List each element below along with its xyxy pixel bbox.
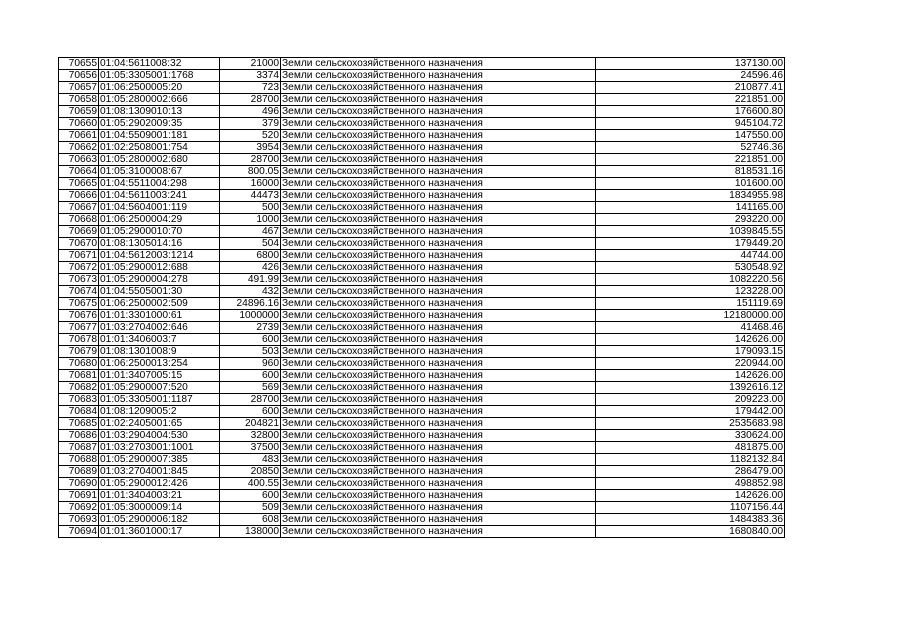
row-number-cell: 70657 xyxy=(59,82,99,94)
table-row xyxy=(59,190,785,202)
row-number-cell: 70662 xyxy=(59,142,99,154)
cadastral-value-cell: 24596.46 xyxy=(596,70,785,82)
row-number-cell: 70691 xyxy=(59,490,99,502)
row-number-cell: 70688 xyxy=(59,454,99,466)
cadastral-value-cell: 286479.00 xyxy=(596,466,785,478)
row-number-cell: 70689 xyxy=(59,466,99,478)
cadastral-value-cell: 179449.20 xyxy=(596,238,785,250)
area-cell: 6800 xyxy=(220,250,281,262)
spreadsheet-page xyxy=(58,57,785,538)
area-cell: 504 xyxy=(220,238,281,250)
area-cell: 44473 xyxy=(220,190,281,202)
cadastral-value-cell: 137130.00 xyxy=(596,58,785,70)
area-cell: 520 xyxy=(220,130,281,142)
cadastral-number-cell: 01:01:3301000:61 xyxy=(99,310,220,322)
area-cell: 3374 xyxy=(220,70,281,82)
cadastral-value-cell: 44744.00 xyxy=(596,250,785,262)
land-category-cell: Земли сельскохозяйственного назначения xyxy=(281,478,596,490)
table-row xyxy=(59,370,785,382)
table-row xyxy=(59,466,785,478)
table-row xyxy=(59,238,785,250)
table-row xyxy=(59,298,785,310)
land-plots-table-body xyxy=(59,58,785,538)
area-cell: 204821 xyxy=(220,418,281,430)
land-category-cell: Земли сельскохозяйственного назначения xyxy=(281,322,596,334)
land-category-cell: Земли сельскохозяйственного назначения xyxy=(281,238,596,250)
land-category-cell: Земли сельскохозяйственного назначения xyxy=(281,406,596,418)
table-row xyxy=(59,70,785,82)
area-cell: 37500 xyxy=(220,442,281,454)
area-cell: 600 xyxy=(220,370,281,382)
row-number-cell: 70659 xyxy=(59,106,99,118)
cadastral-number-cell: 01:03:2704001:845 xyxy=(99,466,220,478)
cadastral-value-cell: 481875.00 xyxy=(596,442,785,454)
land-category-cell: Земли сельскохозяйственного назначения xyxy=(281,442,596,454)
cadastral-number-cell: 01:08:1209005:2 xyxy=(99,406,220,418)
land-category-cell: Земли сельскохозяйственного назначения xyxy=(281,526,596,538)
cadastral-number-cell: 01:02:2508001:754 xyxy=(99,142,220,154)
cadastral-value-cell: 945104.72 xyxy=(596,118,785,130)
land-category-cell: Земли сельскохозяйственного назначения xyxy=(281,490,596,502)
table-row xyxy=(59,202,785,214)
cadastral-number-cell: 01:02:2405001:65 xyxy=(99,418,220,430)
cadastral-value-cell: 293220.00 xyxy=(596,214,785,226)
cadastral-number-cell: 01:05:2900012:426 xyxy=(99,478,220,490)
table-row xyxy=(59,430,785,442)
row-number-cell: 70694 xyxy=(59,526,99,538)
area-cell: 960 xyxy=(220,358,281,370)
cadastral-number-cell: 01:05:2902009:35 xyxy=(99,118,220,130)
land-category-cell: Земли сельскохозяйственного назначения xyxy=(281,226,596,238)
row-number-cell: 70674 xyxy=(59,286,99,298)
land-category-cell: Земли сельскохозяйственного назначения xyxy=(281,334,596,346)
cadastral-number-cell: 01:04:5604001:119 xyxy=(99,202,220,214)
area-cell: 608 xyxy=(220,514,281,526)
cadastral-number-cell: 01:03:2904004:530 xyxy=(99,430,220,442)
area-cell: 800.05 xyxy=(220,166,281,178)
area-cell: 723 xyxy=(220,82,281,94)
area-cell: 1000 xyxy=(220,214,281,226)
land-category-cell: Земли сельскохозяйственного назначения xyxy=(281,142,596,154)
row-number-cell: 70658 xyxy=(59,94,99,106)
cadastral-value-cell: 1484383.36 xyxy=(596,514,785,526)
cadastral-number-cell: 01:05:2800002:666 xyxy=(99,94,220,106)
row-number-cell: 70665 xyxy=(59,178,99,190)
cadastral-value-cell: 142626.00 xyxy=(596,334,785,346)
land-category-cell: Земли сельскохозяйственного назначения xyxy=(281,166,596,178)
row-number-cell: 70666 xyxy=(59,190,99,202)
area-cell: 32800 xyxy=(220,430,281,442)
land-plots-table xyxy=(58,57,785,538)
cadastral-number-cell: 01:06:2500013:254 xyxy=(99,358,220,370)
cadastral-value-cell: 1039845.55 xyxy=(596,226,785,238)
area-cell: 491.99 xyxy=(220,274,281,286)
table-row xyxy=(59,94,785,106)
area-cell: 496 xyxy=(220,106,281,118)
row-number-cell: 70655 xyxy=(59,58,99,70)
row-number-cell: 70693 xyxy=(59,514,99,526)
area-cell: 28700 xyxy=(220,154,281,166)
cadastral-number-cell: 01:05:2900006:182 xyxy=(99,514,220,526)
cadastral-value-cell: 1392616.12 xyxy=(596,382,785,394)
land-category-cell: Земли сельскохозяйственного назначения xyxy=(281,466,596,478)
cadastral-value-cell: 220944.00 xyxy=(596,358,785,370)
table-row xyxy=(59,418,785,430)
cadastral-number-cell: 01:01:3601000:17 xyxy=(99,526,220,538)
cadastral-value-cell: 12180000.00 xyxy=(596,310,785,322)
cadastral-number-cell: 01:04:5505001:30 xyxy=(99,286,220,298)
row-number-cell: 70667 xyxy=(59,202,99,214)
land-category-cell: Земли сельскохозяйственного назначения xyxy=(281,514,596,526)
table-row xyxy=(59,334,785,346)
cadastral-number-cell: 01:04:5509001:181 xyxy=(99,130,220,142)
area-cell: 600 xyxy=(220,490,281,502)
table-row xyxy=(59,142,785,154)
table-row xyxy=(59,442,785,454)
cadastral-number-cell: 01:05:3305001:1768 xyxy=(99,70,220,82)
row-number-cell: 70692 xyxy=(59,502,99,514)
row-number-cell: 70677 xyxy=(59,322,99,334)
row-number-cell: 70685 xyxy=(59,418,99,430)
cadastral-number-cell: 01:05:2900012:688 xyxy=(99,262,220,274)
cadastral-value-cell: 142626.00 xyxy=(596,370,785,382)
land-category-cell: Земли сельскохозяйственного назначения xyxy=(281,262,596,274)
table-row xyxy=(59,406,785,418)
cadastral-number-cell: 01:06:2500005:20 xyxy=(99,82,220,94)
area-cell: 503 xyxy=(220,346,281,358)
table-row xyxy=(59,226,785,238)
row-number-cell: 70663 xyxy=(59,154,99,166)
row-number-cell: 70668 xyxy=(59,214,99,226)
land-category-cell: Земли сельскохозяйственного назначения xyxy=(281,178,596,190)
area-cell: 432 xyxy=(220,286,281,298)
table-row xyxy=(59,250,785,262)
table-row xyxy=(59,514,785,526)
table-row xyxy=(59,274,785,286)
cadastral-number-cell: 01:01:3404003:21 xyxy=(99,490,220,502)
table-row xyxy=(59,346,785,358)
area-cell: 379 xyxy=(220,118,281,130)
table-row xyxy=(59,178,785,190)
cadastral-number-cell: 01:04:5612003:1214 xyxy=(99,250,220,262)
table-row xyxy=(59,130,785,142)
area-cell: 569 xyxy=(220,382,281,394)
row-number-cell: 70656 xyxy=(59,70,99,82)
cadastral-number-cell: 01:04:5511004:298 xyxy=(99,178,220,190)
land-category-cell: Земли сельскохозяйственного назначения xyxy=(281,118,596,130)
cadastral-value-cell: 179093.15 xyxy=(596,346,785,358)
cadastral-number-cell: 01:01:3406003:7 xyxy=(99,334,220,346)
table-row xyxy=(59,106,785,118)
cadastral-number-cell: 01:05:2800002:680 xyxy=(99,154,220,166)
area-cell: 28700 xyxy=(220,394,281,406)
area-cell: 467 xyxy=(220,226,281,238)
table-row xyxy=(59,166,785,178)
cadastral-value-cell: 1107156.44 xyxy=(596,502,785,514)
cadastral-value-cell: 1834955.98 xyxy=(596,190,785,202)
area-cell: 600 xyxy=(220,334,281,346)
cadastral-value-cell: 1082220.56 xyxy=(596,274,785,286)
table-row xyxy=(59,214,785,226)
cadastral-number-cell: 01:08:1309010:13 xyxy=(99,106,220,118)
cadastral-number-cell: 01:04:5611003:241 xyxy=(99,190,220,202)
cadastral-value-cell: 41468.46 xyxy=(596,322,785,334)
cadastral-value-cell: 209223.00 xyxy=(596,394,785,406)
land-category-cell: Земли сельскохозяйственного назначения xyxy=(281,154,596,166)
cadastral-number-cell: 01:08:1301008:9 xyxy=(99,346,220,358)
row-number-cell: 70687 xyxy=(59,442,99,454)
cadastral-value-cell: 1680840.00 xyxy=(596,526,785,538)
land-category-cell: Земли сельскохозяйственного назначения xyxy=(281,502,596,514)
land-category-cell: Земли сельскохозяйственного назначения xyxy=(281,370,596,382)
table-row xyxy=(59,502,785,514)
area-cell: 3954 xyxy=(220,142,281,154)
row-number-cell: 70676 xyxy=(59,310,99,322)
row-number-cell: 70672 xyxy=(59,262,99,274)
area-cell: 509 xyxy=(220,502,281,514)
table-row xyxy=(59,322,785,334)
row-number-cell: 70683 xyxy=(59,394,99,406)
land-category-cell: Земли сельскохозяйственного назначения xyxy=(281,346,596,358)
row-number-cell: 70679 xyxy=(59,346,99,358)
table-row xyxy=(59,154,785,166)
cadastral-number-cell: 01:03:2703001:1001 xyxy=(99,442,220,454)
cadastral-value-cell: 142626.00 xyxy=(596,490,785,502)
cadastral-value-cell: 151119.69 xyxy=(596,298,785,310)
row-number-cell: 70681 xyxy=(59,370,99,382)
land-category-cell: Земли сельскохозяйственного назначения xyxy=(281,298,596,310)
cadastral-value-cell: 147550.00 xyxy=(596,130,785,142)
table-row xyxy=(59,394,785,406)
area-cell: 2739 xyxy=(220,322,281,334)
row-number-cell: 70669 xyxy=(59,226,99,238)
cadastral-value-cell: 52746.36 xyxy=(596,142,785,154)
land-category-cell: Земли сельскохозяйственного назначения xyxy=(281,190,596,202)
area-cell: 28700 xyxy=(220,94,281,106)
row-number-cell: 70680 xyxy=(59,358,99,370)
cadastral-number-cell: 01:05:2900004:278 xyxy=(99,274,220,286)
cadastral-number-cell: 01:05:3000009:14 xyxy=(99,502,220,514)
area-cell: 1000000 xyxy=(220,310,281,322)
table-row xyxy=(59,310,785,322)
land-category-cell: Земли сельскохозяйственного назначения xyxy=(281,274,596,286)
area-cell: 600 xyxy=(220,406,281,418)
land-category-cell: Земли сельскохозяйственного назначения xyxy=(281,394,596,406)
cadastral-number-cell: 01:05:2900007:385 xyxy=(99,454,220,466)
cadastral-value-cell: 123228.00 xyxy=(596,286,785,298)
row-number-cell: 70678 xyxy=(59,334,99,346)
cadastral-value-cell: 221851.00 xyxy=(596,154,785,166)
cadastral-value-cell: 2535683.98 xyxy=(596,418,785,430)
row-number-cell: 70660 xyxy=(59,118,99,130)
row-number-cell: 70690 xyxy=(59,478,99,490)
area-cell: 16000 xyxy=(220,178,281,190)
cadastral-value-cell: 221851.00 xyxy=(596,94,785,106)
area-cell: 483 xyxy=(220,454,281,466)
table-row xyxy=(59,358,785,370)
table-row xyxy=(59,490,785,502)
land-category-cell: Земли сельскохозяйственного назначения xyxy=(281,58,596,70)
table-row xyxy=(59,286,785,298)
cadastral-value-cell: 141165.00 xyxy=(596,202,785,214)
cadastral-value-cell: 101600.00 xyxy=(596,178,785,190)
land-category-cell: Земли сельскохозяйственного назначения xyxy=(281,106,596,118)
table-row xyxy=(59,58,785,70)
row-number-cell: 70664 xyxy=(59,166,99,178)
table-row xyxy=(59,454,785,466)
row-number-cell: 70684 xyxy=(59,406,99,418)
cadastral-value-cell: 530548.92 xyxy=(596,262,785,274)
row-number-cell: 70682 xyxy=(59,382,99,394)
area-cell: 24896.16 xyxy=(220,298,281,310)
land-category-cell: Земли сельскохозяйственного назначения xyxy=(281,82,596,94)
area-cell: 400.55 xyxy=(220,478,281,490)
table-row xyxy=(59,262,785,274)
land-category-cell: Земли сельскохозяйственного назначения xyxy=(281,202,596,214)
cadastral-value-cell: 498852.98 xyxy=(596,478,785,490)
cadastral-value-cell: 179442.00 xyxy=(596,406,785,418)
cadastral-value-cell: 176600.80 xyxy=(596,106,785,118)
area-cell: 21000 xyxy=(220,58,281,70)
land-category-cell: Земли сельскохозяйственного назначения xyxy=(281,310,596,322)
land-category-cell: Земли сельскохозяйственного назначения xyxy=(281,358,596,370)
land-category-cell: Земли сельскохозяйственного назначения xyxy=(281,130,596,142)
row-number-cell: 70675 xyxy=(59,298,99,310)
area-cell: 500 xyxy=(220,202,281,214)
cadastral-number-cell: 01:06:2500002:509 xyxy=(99,298,220,310)
cadastral-number-cell: 01:06:2500004:29 xyxy=(99,214,220,226)
land-category-cell: Земли сельскохозяйственного назначения xyxy=(281,70,596,82)
cadastral-number-cell: 01:05:3100008:67 xyxy=(99,166,220,178)
row-number-cell: 70670 xyxy=(59,238,99,250)
row-number-cell: 70686 xyxy=(59,430,99,442)
area-cell: 138000 xyxy=(220,526,281,538)
row-number-cell: 70661 xyxy=(59,130,99,142)
land-category-cell: Земли сельскохозяйственного назначения xyxy=(281,418,596,430)
cadastral-value-cell: 330624.00 xyxy=(596,430,785,442)
land-category-cell: Земли сельскохозяйственного назначения xyxy=(281,430,596,442)
cadastral-value-cell: 818531.16 xyxy=(596,166,785,178)
cadastral-number-cell: 01:05:2900010:70 xyxy=(99,226,220,238)
cadastral-number-cell: 01:05:3305001:1187 xyxy=(99,394,220,406)
table-row xyxy=(59,526,785,538)
table-row xyxy=(59,82,785,94)
table-row xyxy=(59,478,785,490)
cadastral-value-cell: 1182132.84 xyxy=(596,454,785,466)
cadastral-number-cell: 01:04:5611008:32 xyxy=(99,58,220,70)
land-category-cell: Земли сельскохозяйственного назначения xyxy=(281,94,596,106)
land-category-cell: Земли сельскохозяйственного назначения xyxy=(281,214,596,226)
table-row xyxy=(59,382,785,394)
area-cell: 20850 xyxy=(220,466,281,478)
land-category-cell: Земли сельскохозяйственного назначения xyxy=(281,454,596,466)
table-row xyxy=(59,118,785,130)
cadastral-number-cell: 01:08:1305014:16 xyxy=(99,238,220,250)
cadastral-number-cell: 01:05:2900007:520 xyxy=(99,382,220,394)
row-number-cell: 70671 xyxy=(59,250,99,262)
row-number-cell: 70673 xyxy=(59,274,99,286)
cadastral-number-cell: 01:01:3407005:15 xyxy=(99,370,220,382)
cadastral-value-cell: 210877.41 xyxy=(596,82,785,94)
land-category-cell: Земли сельскохозяйственного назначения xyxy=(281,382,596,394)
area-cell: 426 xyxy=(220,262,281,274)
land-category-cell: Земли сельскохозяйственного назначения xyxy=(281,286,596,298)
land-category-cell: Земли сельскохозяйственного назначения xyxy=(281,250,596,262)
cadastral-number-cell: 01:03:2704002:646 xyxy=(99,322,220,334)
